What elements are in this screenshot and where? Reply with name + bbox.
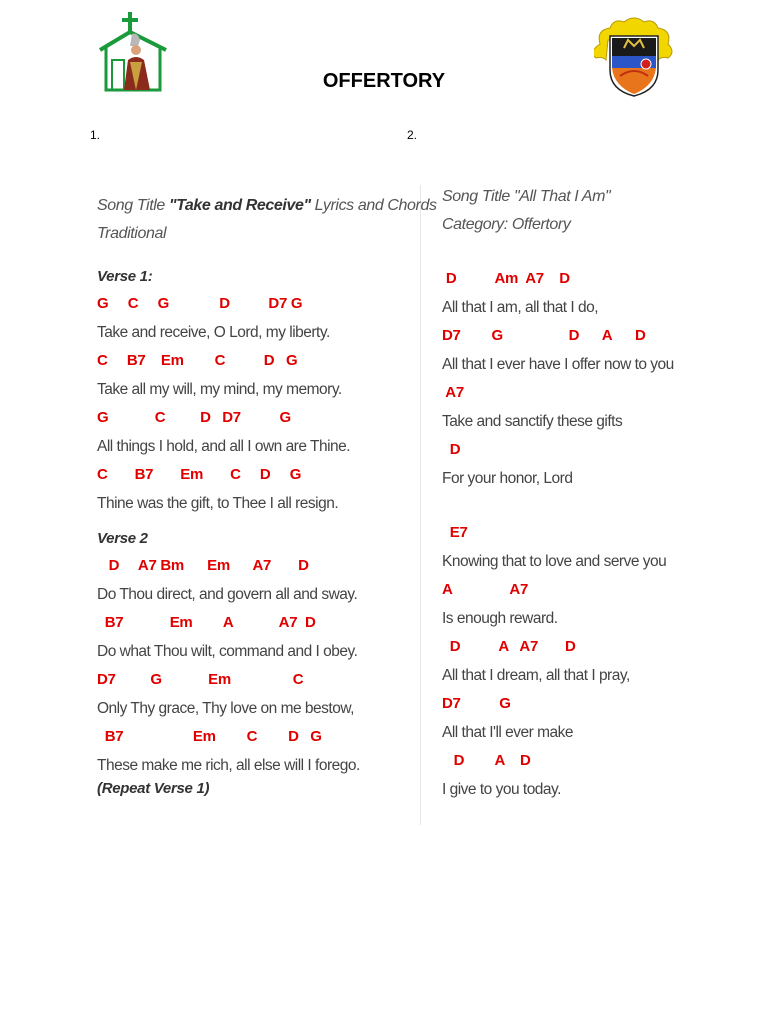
lyric-line: Only Thy grace, Thy love on me bestow, bbox=[97, 700, 354, 717]
song-source: Traditional bbox=[97, 225, 167, 242]
chord-line: D7 G bbox=[442, 695, 511, 712]
chord-line: D A7 Bm Em A7 D bbox=[97, 557, 309, 574]
chord-line: E7 bbox=[442, 524, 468, 541]
song-title-name: "Take and Receive" bbox=[168, 197, 311, 214]
lyric-line: Knowing that to love and serve you bbox=[442, 553, 667, 570]
song-title-line bbox=[97, 192, 437, 220]
lyric-line: Do Thou direct, and govern all and sway. bbox=[97, 586, 358, 603]
lyric-line: These make me rich, all else will I forego. bbox=[97, 757, 360, 774]
lyric-line: All that I am, all that I do, bbox=[442, 299, 599, 316]
chord-line: D7 G D A D bbox=[442, 327, 646, 344]
song-title-suffix: Lyrics and Chords bbox=[310, 197, 437, 214]
lyric-line: Is enough reward. bbox=[442, 610, 558, 627]
song-all-that-i-am bbox=[442, 183, 762, 804]
chord-line: G C G D D7 G bbox=[97, 295, 303, 312]
chord-line: D bbox=[442, 441, 461, 458]
column-number-2: 2. bbox=[407, 128, 418, 142]
lyric-line: Take all my will, my mind, my memory. bbox=[97, 381, 342, 398]
lyric-line: Take and receive, O Lord, my liberty. bbox=[97, 324, 330, 341]
chord-line: B7 Em C D G bbox=[97, 728, 322, 745]
chord-line: A A7 bbox=[442, 581, 529, 598]
repeat-note: (Repeat Verse 1) bbox=[97, 780, 210, 797]
lyric-line: For your honor, Lord bbox=[442, 470, 573, 487]
lyric-line: I give to you today. bbox=[442, 781, 561, 798]
verse-1-title: Verse 1: bbox=[97, 268, 153, 285]
lyric-line: All things I hold, and all I own are Thine. bbox=[97, 438, 351, 455]
chord-line: D7 G Em C bbox=[97, 671, 304, 688]
lyric-line: All that I ever have I offer now to you bbox=[442, 356, 674, 373]
lyric-line: Take and sanctify these gifts bbox=[442, 413, 623, 430]
lyric-line: All that I dream, all that I pray, bbox=[442, 667, 630, 684]
song-take-and-receive bbox=[97, 192, 437, 797]
song-category: Category: Offertory bbox=[442, 216, 571, 233]
song-title-line: Song Title "All That I Am" bbox=[442, 188, 611, 205]
lyric-line: Do what Thou wilt, command and I obey. bbox=[97, 643, 358, 660]
lyric-line: Thine was the gift, to Thee I all resign. bbox=[97, 495, 339, 512]
chord-line: B7 Em A A7 D bbox=[97, 614, 316, 631]
chord-line: G C D D7 G bbox=[97, 409, 291, 426]
chord-line: D A A7 D bbox=[442, 638, 576, 655]
chord-line: D Am A7 D bbox=[442, 270, 570, 287]
lyric-line: All that I'll ever make bbox=[442, 724, 574, 741]
chord-line: C B7 Em C D G bbox=[97, 466, 302, 483]
chord-line: A7 bbox=[442, 384, 464, 401]
song-title-prefix: Song Title bbox=[97, 197, 169, 214]
verse-2-title: Verse 2 bbox=[97, 530, 148, 547]
chord-line: D A D bbox=[442, 752, 531, 769]
column-number-1: 1. bbox=[90, 128, 101, 142]
chord-line: C B7 Em C D G bbox=[97, 352, 298, 369]
page-title: OFFERTORY bbox=[322, 70, 446, 92]
column-divider bbox=[420, 185, 421, 825]
